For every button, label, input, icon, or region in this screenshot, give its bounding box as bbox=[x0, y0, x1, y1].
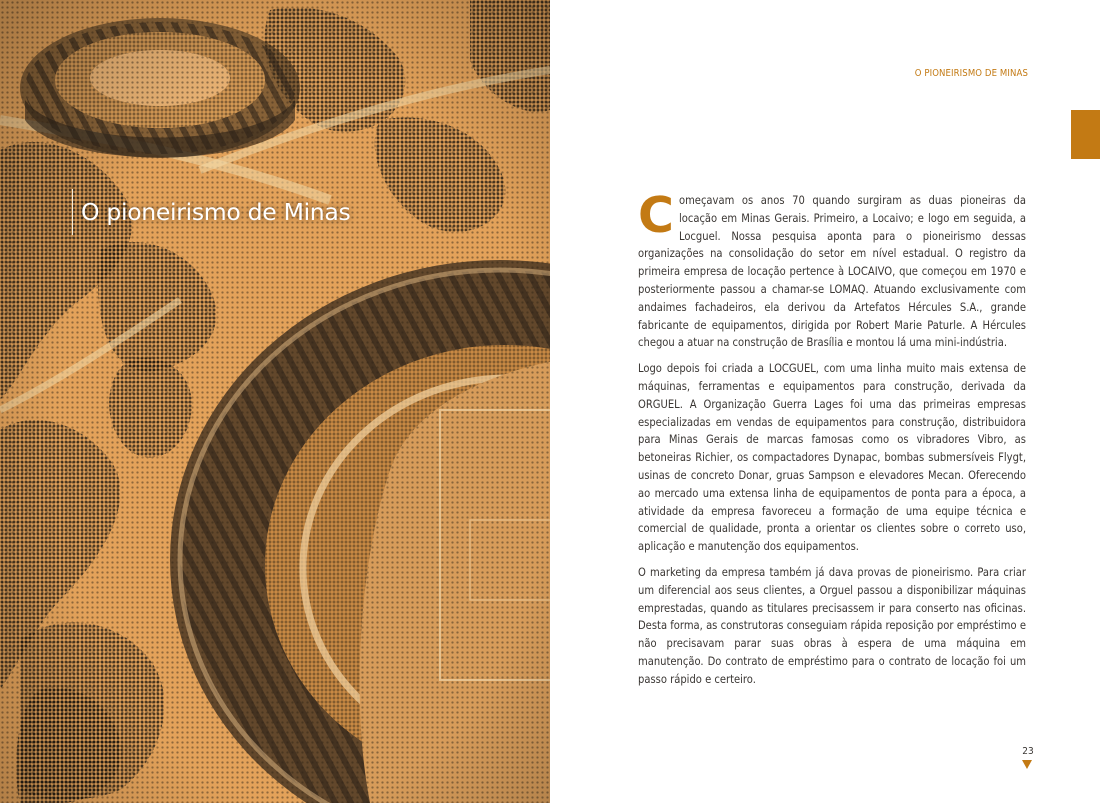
paragraph-1 bbox=[638, 187, 1026, 352]
paragraph-3: O marketing da empresa também já dava provas de pioneirismo. Para criar um diferencial aos seus clientes, a Orguel passou a disponibilizar máquinas emprestadas, quando as titulares precisassem ir para conserto nas oficinas. Desta forma, as construtoras conseguiam rápida reposição por empréstimo e não precisavam parar suas obras à espera de uma máquina em manutenção. Do contrato de empréstimo para o contrato de locação foi um passo rápido e certeiro. bbox=[638, 565, 1026, 686]
page-arrow-icon bbox=[1022, 760, 1032, 769]
chapter-title-block bbox=[72, 189, 350, 235]
paragraph-1-text: omeçavam os anos 70 quando surgiram as duas pioneiras da locação em Minas Gerais. Primeiro, a Locaivo; e logo em seguida, a Locguel. Nossa pesquisa aponta para o pioneirismo dessas organizações na consolidação do setor em nível estadual. O registro da primeira empresa de locação pertence à LOCAIVO, que começou em 1970 e posteriormente passou a chamar-se LOMAQ. Atuando exclusivamente com andaimes fachadeiros, ela derivou da Artefatos Hércules S.A., grande fabricante de equipamentos, dirigida por Robert Marie Paturle. A Hércules chegou a atuar na construção de Brasília e montou lá uma mini-indústria. bbox=[638, 194, 1026, 350]
page-number: 23 bbox=[1022, 746, 1034, 757]
chapter-edge-tab bbox=[1071, 110, 1100, 159]
drop-cap: C bbox=[638, 187, 674, 244]
running-head: O PIONEIRISMO DE MINAS bbox=[914, 68, 1028, 79]
body-text bbox=[638, 187, 1026, 697]
chapter-title: O pioneirismo de Minas bbox=[81, 198, 351, 226]
paragraph-2: Logo depois foi criada a LOCGUEL, com uma linha muito mais extensa de máquinas, ferramentas e equipamentos para construção, derivada da ORGUEL. A Organização Guerra Lages foi uma das primeiras empresas especializadas em vendas de equipamentos para construção, distribuidora para Minas Gerais de marcas famosas como os vibradores Vibro, as betoneiras Richier, os compactadores Dynapac, bombas submersíveis Flygt, usinas de concreto Donar, gruas Sampson e elevadores Mecan. Oferecendo ao mercado uma extensa linha de equipamentos de ponta para a época, a atividade da empresa favoreceu a formação de uma equipe técnica e comercial de qualidade, pronta a orientar os clientes sobre o correto uso, aplicação e manutenção dos equipamentos. bbox=[638, 362, 1026, 554]
text-page bbox=[550, 0, 1100, 803]
